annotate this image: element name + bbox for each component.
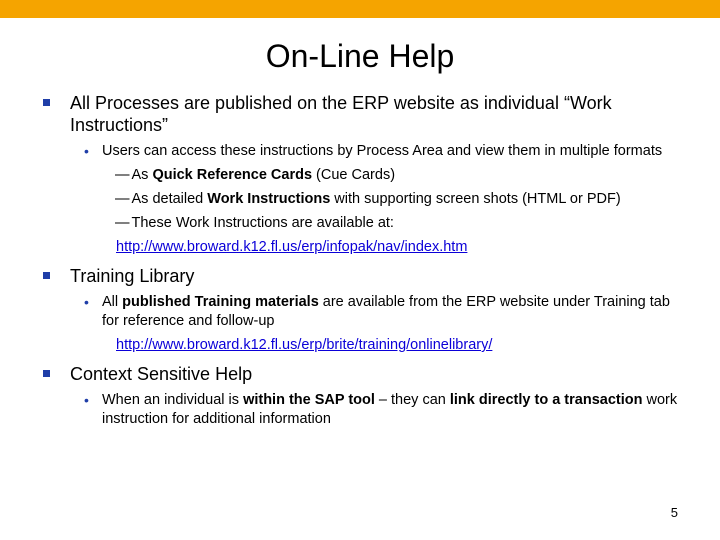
- item-quick-reference-cards: [0, 166, 720, 185]
- infopak-link-line: [0, 238, 720, 257]
- dot-bullet-icon: •: [84, 143, 89, 159]
- bullet-text: Training Library: [70, 266, 195, 286]
- sub-bullet-sap-tool: [0, 391, 720, 429]
- slide-title: On-Line Help: [265, 38, 455, 74]
- sub-bullet-text-mid: – they can: [374, 392, 450, 408]
- sub-bullet-text-post: work instruction for additional information: [102, 392, 678, 427]
- infopak-link[interactable]: http://www.broward.k12.fl.us/erp/infopak/nav/index.htm: [116, 239, 468, 255]
- sub-bullet-text-bold1: within the SAP tool: [243, 392, 375, 408]
- sub-bullet-text: Users can access these instructions by Process Area and view them in multiple formats: [102, 143, 663, 159]
- bullet-training-library: [0, 265, 720, 287]
- item-text-bold: Work Instructions: [207, 191, 331, 207]
- sub-bullet-training-materials: [0, 293, 720, 331]
- item-text-pre: As: [131, 167, 153, 183]
- training-library-link-line: [0, 336, 720, 355]
- item-text: These Work Instructions are available at:: [131, 215, 394, 231]
- bullet-text: All Processes are published on the ERP website as individual “Work Instructions”: [70, 93, 612, 135]
- item-work-instructions: [0, 190, 720, 209]
- training-library-link[interactable]: http://www.broward.k12.fl.us/erp/brite/training/onlinelibrary/: [116, 337, 493, 353]
- bullet-text: Context Sensitive Help: [70, 364, 253, 384]
- slide-content: [0, 92, 720, 434]
- sub-bullet-text-bold2: link directly to a transaction: [449, 392, 643, 408]
- item-text-pre: As detailed: [131, 191, 208, 207]
- square-bullet-icon: [43, 272, 50, 279]
- item-text-post: with supporting screen shots (HTML or PDF): [330, 191, 621, 207]
- dash-bullet: —: [115, 215, 130, 231]
- sub-bullet-text-bold: published Training materials: [122, 294, 319, 310]
- sub-bullet-text-pre: When an individual is: [102, 392, 244, 408]
- top-accent-bar: [0, 0, 720, 18]
- bullet-all-processes: [0, 92, 720, 136]
- sub-bullet-text-post: are available from the ERP website under Training tab for reference and follow-up: [102, 294, 670, 329]
- item-text-bold: Quick Reference Cards: [152, 167, 313, 183]
- dash-bullet: —: [115, 191, 130, 207]
- square-bullet-icon: [43, 99, 50, 106]
- sub-bullet-users-access: [0, 142, 720, 161]
- bullet-context-sensitive-help: [0, 363, 720, 385]
- item-text-post: (Cue Cards): [312, 167, 396, 183]
- page-number: 5: [670, 505, 678, 520]
- square-bullet-icon: [43, 370, 50, 377]
- dot-bullet-icon: •: [84, 294, 89, 310]
- sub-bullet-text-pre: All: [102, 294, 123, 310]
- dash-bullet: —: [115, 167, 130, 183]
- item-available-at: [0, 214, 720, 233]
- dot-bullet-icon: •: [84, 392, 89, 408]
